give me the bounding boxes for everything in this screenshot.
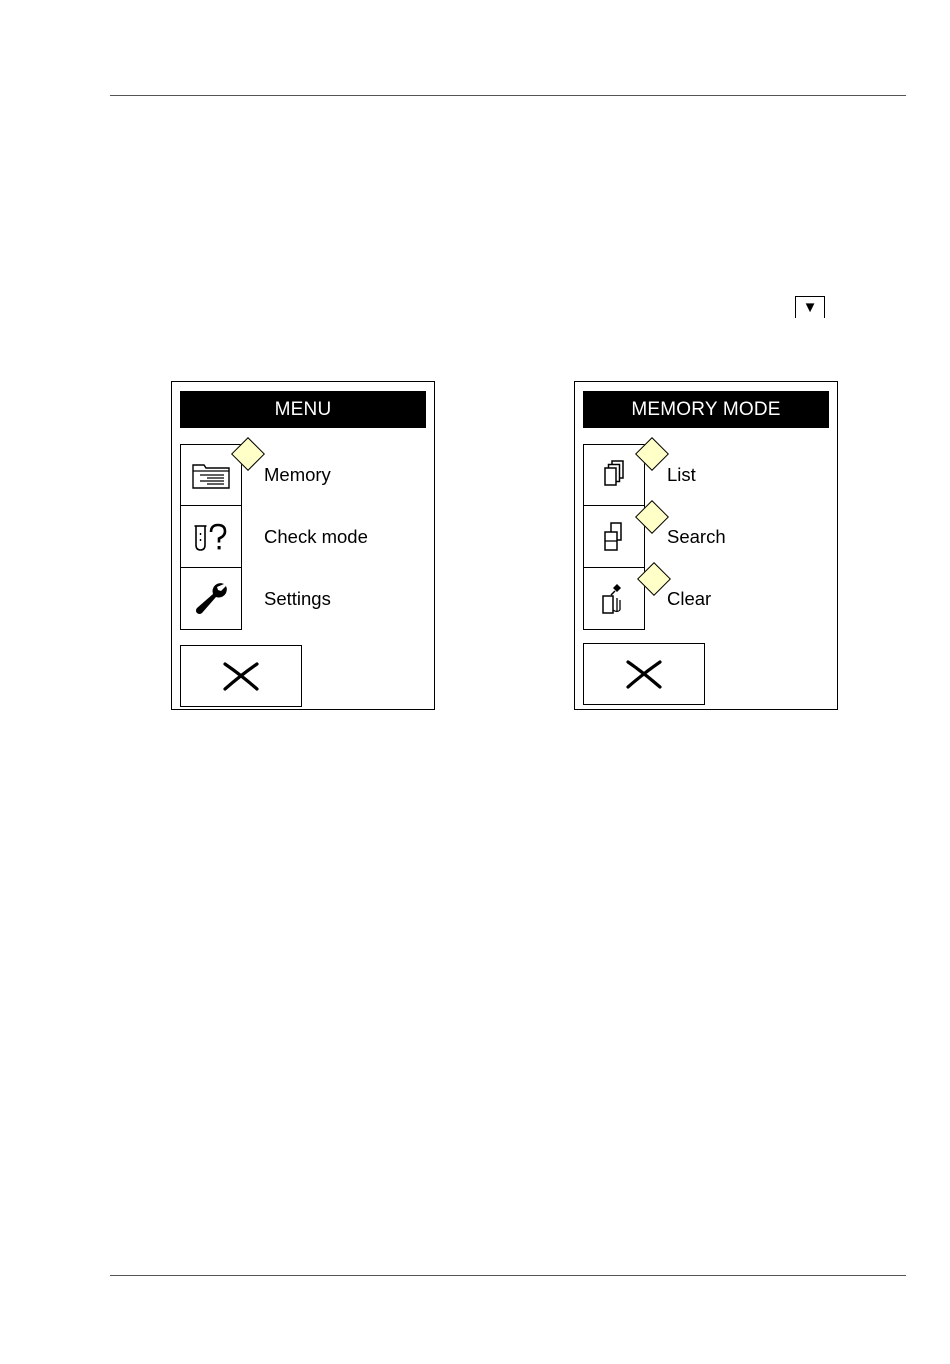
wrench-icon — [193, 581, 229, 617]
clear-icon-button[interactable] — [583, 568, 645, 630]
stacked-pages-icon — [599, 459, 629, 491]
menu-list — [180, 444, 426, 630]
search-pages-icon — [599, 520, 629, 554]
menu-screen — [171, 381, 435, 710]
menu-item-search[interactable] — [583, 506, 829, 568]
menu-item-memory[interactable] — [180, 444, 426, 506]
menu-item-list[interactable] — [583, 444, 829, 506]
settings-icon-button[interactable] — [180, 568, 242, 630]
menu-title-bar — [180, 391, 426, 428]
menu-item-label: Search — [667, 526, 726, 547]
menu-close-button[interactable] — [180, 645, 302, 707]
memory-mode-list — [583, 444, 829, 630]
down-triangle-icon: ▼ — [802, 299, 818, 316]
clear-pages-icon — [598, 582, 630, 616]
menu-title: MENU — [274, 398, 332, 420]
menu-item-label: Clear — [667, 588, 712, 609]
close-icon — [221, 661, 261, 691]
menu-item-settings[interactable] — [180, 568, 426, 630]
close-icon — [624, 659, 664, 689]
down-arrow-key[interactable] — [795, 296, 825, 318]
footer-rule — [110, 1275, 906, 1276]
memory-mode-title-bar — [583, 391, 829, 428]
folder-list-icon — [191, 460, 231, 490]
menu-item-label: Memory — [264, 464, 331, 485]
memory-mode-title: MEMORY MODE — [631, 398, 781, 420]
menu-item-label: List — [667, 464, 696, 485]
menu-item-check-mode[interactable] — [180, 506, 426, 568]
menu-item-label: Settings — [264, 588, 331, 609]
check-mode-icon-button[interactable] — [180, 506, 242, 568]
memory-mode-screen — [574, 381, 838, 710]
memory-mode-close-button[interactable] — [583, 643, 705, 705]
menu-item-label: Check mode — [264, 526, 368, 547]
test-tube-question-icon — [191, 521, 231, 553]
header-rule — [110, 95, 906, 96]
menu-item-clear[interactable] — [583, 568, 829, 630]
